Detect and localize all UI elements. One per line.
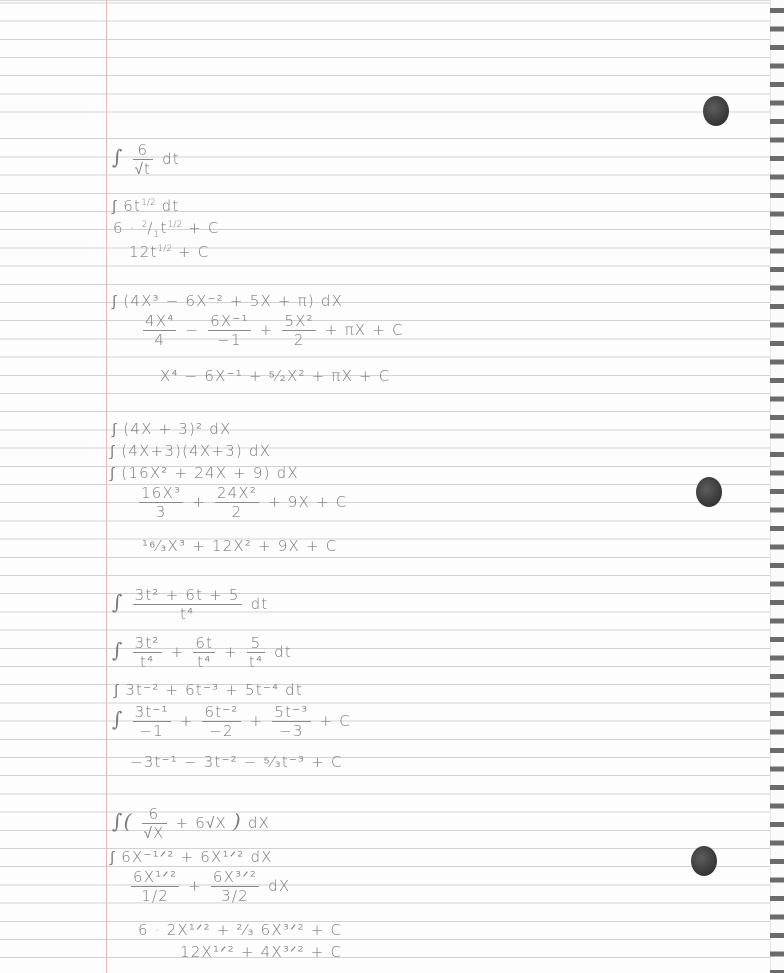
tail: + πX + C — [324, 321, 404, 339]
problem5-line4: 6 · 2X¹ᐟ² + ²⁄₃ 6X³ᐟ² + C — [138, 921, 343, 939]
problem3-line1: ∫ (4X + 3)² dX — [112, 420, 232, 438]
margin-line — [106, 0, 107, 973]
small-frac-num: 2 — [141, 220, 148, 230]
expr: 6 · — [113, 219, 142, 237]
problem1-line3: $6 \cdot ^2/_1t^{1/2} + C$ — [113, 219, 220, 240]
problem1-line2 — [112, 197, 179, 215]
problem2-line1: ∫ (4X³ − 6X⁻² + 5X + π) dX — [112, 292, 344, 310]
problem4-line2: ∫ $\frac{\text{3t²}}{\text{t⁴}}$ + $\frac{6t}{\text{t⁴}}$ + $\frac{5}{\text{t⁴}}$ dt — [112, 634, 292, 671]
numerator: 6 — [133, 141, 154, 160]
exponent: 1/2 — [157, 244, 173, 254]
denominator: −1 — [217, 331, 242, 349]
tail: + 9X + C — [268, 493, 348, 511]
denominator: 2 — [231, 503, 243, 521]
fraction-a — [139, 484, 183, 521]
small-frac-den: 1 — [153, 230, 161, 240]
integral-sign: ∫ — [112, 707, 124, 731]
numerator: 24X² — [216, 484, 258, 502]
problem3-line3: ∫ (16X² + 24X + 9) dX — [110, 464, 299, 482]
fraction-c — [282, 312, 315, 349]
denominator: −3 — [279, 722, 304, 740]
denominator: t⁴ — [139, 653, 155, 671]
numerator: 6t — [195, 634, 214, 652]
numerator: 6X³ᐟ² — [212, 868, 258, 886]
problem5-line2: ∫ 6X⁻¹ᐟ² + 6X¹ᐟ² dX — [110, 848, 273, 866]
fraction-a — [143, 312, 176, 349]
denominator: −1 — [139, 722, 164, 740]
denominator: t⁴ — [248, 653, 264, 671]
numerator: 5t⁻³ — [274, 703, 309, 721]
denominator: t⁴ — [197, 653, 212, 671]
term: + 6√X — [175, 814, 227, 832]
constant: + C — [178, 243, 210, 261]
problem4-line4: ∫ $\frac{\text{3t⁻¹}}{-1}$ + $\frac{\text{6t⁻²}}{-2}$ + $\frac{\text{5t⁻³}}{-3}$ + C — [112, 703, 351, 740]
denominator: √X — [143, 824, 165, 842]
differential: dt — [274, 643, 292, 661]
numerator: 5X² — [284, 312, 314, 330]
expr: 12t — [129, 243, 158, 261]
fraction-a — [133, 634, 162, 671]
fraction-b — [211, 868, 259, 905]
expr: ∫ 6t — [112, 197, 142, 215]
punch-hole-middle — [696, 477, 722, 507]
fraction-a — [131, 868, 179, 905]
punch-hole-bottom — [691, 846, 717, 876]
problem5-line1 — [112, 805, 270, 842]
spiral-binding — [770, 0, 784, 973]
problem2-line3: X⁴ − 6X⁻¹ + ⁵⁄₂X² + πX + C — [160, 367, 391, 385]
integral-sign: ∫ — [112, 638, 124, 662]
fraction-b — [202, 703, 240, 740]
numerator: 5 — [247, 634, 265, 653]
closing-paren: ) — [232, 809, 242, 833]
problem4-line5: −3t⁻¹ − 3t⁻² − ⁵⁄₃t⁻³ + C — [130, 753, 343, 771]
integral-sign: ∫ — [112, 590, 124, 614]
fraction — [133, 141, 154, 178]
numerator: 6t⁻² — [204, 703, 239, 721]
denominator: −2 — [209, 722, 234, 740]
variable: t — [160, 219, 168, 237]
numerator: 3t² — [134, 634, 160, 652]
fraction-b — [208, 312, 251, 349]
denominator: 3/2 — [221, 887, 249, 905]
top-rule — [0, 0, 770, 1]
fraction-b — [193, 634, 215, 671]
fraction-b — [215, 484, 259, 521]
differential: dX — [247, 814, 271, 832]
tail: + C — [319, 712, 351, 730]
differential: dX — [268, 877, 291, 895]
numerator: 6X⁻¹ — [210, 312, 249, 330]
numerator: 3t⁻¹ — [134, 703, 169, 721]
problem5-line3: $\frac{\text{6X¹ᐟ²}}{1/2}$ + $\frac{\text{6X³ᐟ²}}{3/2}$ dX — [133, 868, 291, 905]
numerator: 3t² + 6t + 5 — [134, 586, 240, 604]
fraction — [142, 805, 167, 842]
fraction-c — [272, 703, 310, 740]
numerator: 16X³ — [141, 484, 182, 502]
denominator: √t — [134, 160, 152, 178]
problem3-line2: ∫ (4X+3)(4X+3) dX — [110, 442, 272, 460]
differential: dt — [250, 595, 269, 613]
denominator: 3 — [155, 503, 167, 521]
fraction-a — [133, 703, 171, 740]
integral-sign: ∫ — [112, 145, 124, 169]
integral-sign: ∫( — [112, 809, 133, 833]
exponent: 1/2 — [167, 220, 183, 230]
problem5-line5: 12X¹ᐟ² + 4X³ᐟ² + C — [180, 943, 343, 961]
denominator: 2 — [293, 331, 305, 349]
denominator: t⁴ — [179, 605, 195, 623]
problem3-line5: ¹⁶⁄₃X³ + 12X² + 9X + C — [142, 537, 338, 555]
problem2-line2: $\frac{\text{4X⁴}}{4}$ − $\frac{\text{6X⁻¹}}{-1}$ + $\frac{\text{5X²}}{2}$ + πX + C — [145, 312, 404, 349]
fraction — [133, 586, 242, 623]
numerator: 6X¹ᐟ² — [133, 868, 178, 886]
constant: + C — [188, 219, 220, 237]
numerator: 4X⁴ — [145, 312, 175, 330]
numerator: 6 — [142, 805, 167, 824]
problem1-line4 — [129, 243, 209, 261]
differential: dt — [162, 150, 180, 168]
problem3-line4: $\frac{\text{16X³}}{3}$ + $\frac{\text{24X²}}{2}$ + 9X + C — [141, 484, 348, 521]
problem1-line1 — [112, 141, 180, 178]
denominator: 4 — [154, 331, 166, 349]
differential: dt — [161, 197, 180, 215]
problem4-line3: ∫ 3t⁻² + 6t⁻³ + 5t⁻⁴ dt — [114, 681, 303, 699]
fraction-c — [247, 634, 265, 671]
problem4-line1 — [112, 586, 268, 623]
denominator: 1/2 — [141, 887, 169, 905]
punch-hole-top — [703, 96, 729, 126]
exponent: 1/2 — [141, 198, 156, 208]
